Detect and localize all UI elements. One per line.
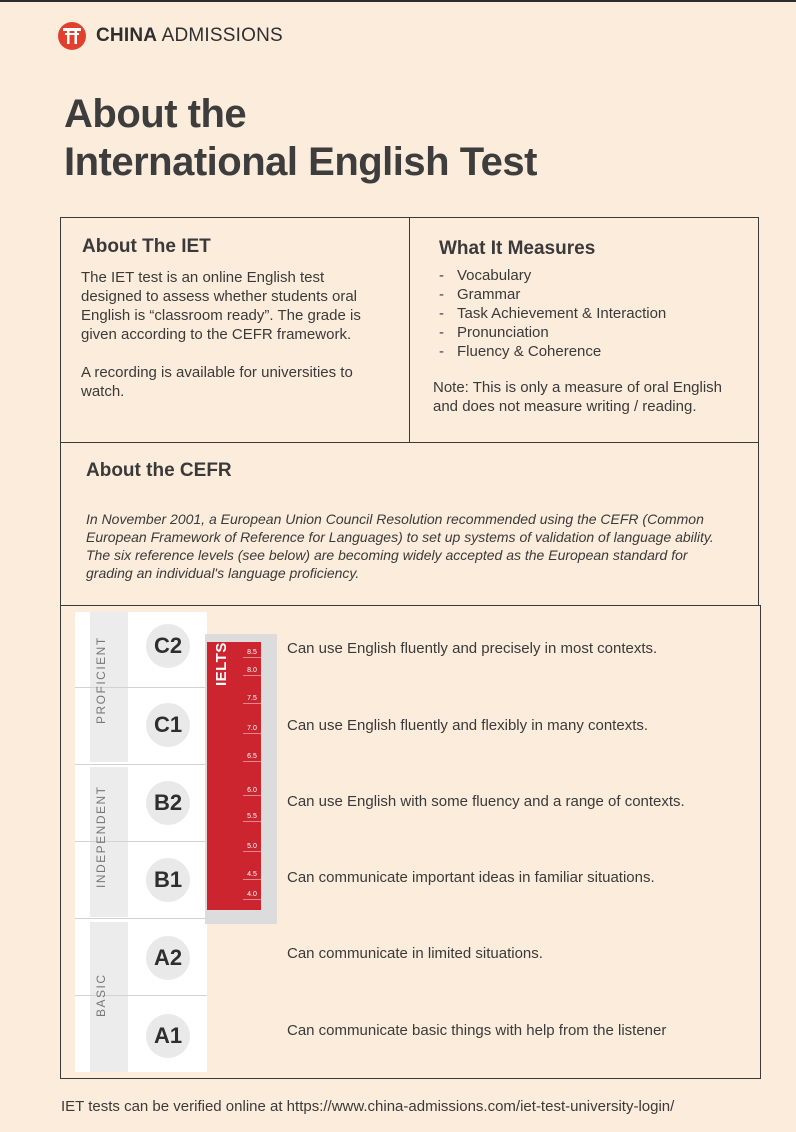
ielts-value: 5.5 — [243, 812, 261, 822]
level-description-a1: Can communicate basic things with help from the listener — [287, 1022, 667, 1039]
ielts-value: 8.5 — [243, 648, 261, 658]
ielts-value: 6.0 — [243, 786, 261, 796]
measures-note: Note: This is only a measure of oral English and does not measure writing / reading. — [433, 379, 723, 415]
about-cefr-paragraph: In November 2001, a European Union Council Resolution recommended using the CEFR (Common European Framework of Reference for Languages) to set up systems of validation of language ability. The six reference levels (see below) are becoming widely accepted as the European standard for grading an individual's language proficiency. — [86, 511, 714, 581]
measures-list — [439, 266, 666, 361]
dash-bullet: - — [439, 286, 444, 303]
cefr-scale-graphic — [75, 612, 207, 1072]
level-divider — [75, 764, 207, 765]
about-iet-box — [60, 217, 410, 443]
list-item — [439, 304, 666, 323]
ielts-value: 7.5 — [243, 694, 261, 704]
band-label-basic: BASIC — [94, 973, 108, 1017]
torii-gate-icon — [58, 22, 86, 50]
level-description-b2: Can use English with some fluency and a range of contexts. — [287, 793, 685, 810]
measure-item-task: Task Achievement & Interaction — [457, 305, 667, 322]
level-badge-c2: C2 — [146, 624, 190, 668]
brand-name — [96, 25, 283, 47]
level-badge-a2: A2 — [146, 936, 190, 980]
page-title — [64, 90, 537, 186]
page-title-line1: About the — [64, 92, 247, 136]
dash-bullet: - — [439, 343, 444, 360]
band-label-proficient: PROFICIENT — [94, 636, 108, 724]
list-item — [439, 266, 666, 285]
dash-bullet: - — [439, 267, 444, 284]
level-description-c2: Can use English fluently and precisely in most contexts. — [287, 640, 658, 657]
ielts-value: 4.5 — [243, 870, 261, 880]
measure-item-vocabulary: Vocabulary — [457, 267, 532, 284]
level-description-a2: Can communicate in limited situations. — [287, 945, 543, 962]
ielts-value: 4.0 — [243, 890, 261, 900]
about-cefr-box — [60, 442, 759, 606]
level-badge-c1: C1 — [146, 703, 190, 747]
list-item — [439, 342, 666, 361]
cefr-levels-box — [60, 605, 761, 1079]
measure-item-fluency: Fluency & Coherence — [457, 343, 602, 360]
measure-item-grammar: Grammar — [457, 286, 521, 303]
level-badge-b1: B1 — [146, 858, 190, 902]
list-item — [439, 285, 666, 304]
measure-item-pronunciation: Pronunciation — [457, 324, 549, 341]
band-label-independent: INDEPENDENT — [94, 785, 108, 888]
list-item — [439, 323, 666, 342]
top-border — [0, 0, 796, 2]
what-it-measures-heading: What It Measures — [439, 238, 596, 259]
ielts-value: 6.5 — [243, 752, 261, 762]
about-cefr-heading: About the CEFR — [86, 460, 232, 481]
about-iet-heading: About The IET — [82, 236, 211, 257]
brand-name-rest: ADMISSIONS — [161, 25, 283, 46]
dash-bullet: - — [439, 324, 444, 341]
level-description-c1: Can use English fluently and flexibly in many contexts. — [287, 717, 649, 734]
ielts-value: 5.0 — [243, 842, 261, 852]
ielts-label: IELTS — [213, 642, 230, 686]
about-iet-paragraph2: A recording is available for universities to watch. — [81, 364, 353, 400]
level-badge-a1: A1 — [146, 1014, 190, 1058]
level-description-b1: Can communicate important ideas in familiar situations. — [287, 869, 655, 886]
level-divider — [75, 918, 207, 919]
level-badge-b2: B2 — [146, 781, 190, 825]
brand-header[interactable] — [58, 22, 283, 50]
footer-verification-note: IET tests can be verified online at https://www.china-admissions.com/iet-test-university-login/ — [61, 1098, 675, 1115]
page-title-line2: International English Test — [64, 140, 537, 184]
ielts-value: 8.0 — [243, 666, 261, 676]
ielts-value: 7.0 — [243, 724, 261, 734]
ielts-score-scale — [243, 642, 261, 910]
brand-name-bold: CHINA — [96, 25, 158, 46]
about-iet-paragraph1: The IET test is an online English test designed to assess whether students oral English is “classroom ready”. The grade is given according to the CEFR framework. — [81, 269, 361, 343]
what-it-measures-box — [409, 217, 759, 443]
dash-bullet: - — [439, 305, 444, 322]
